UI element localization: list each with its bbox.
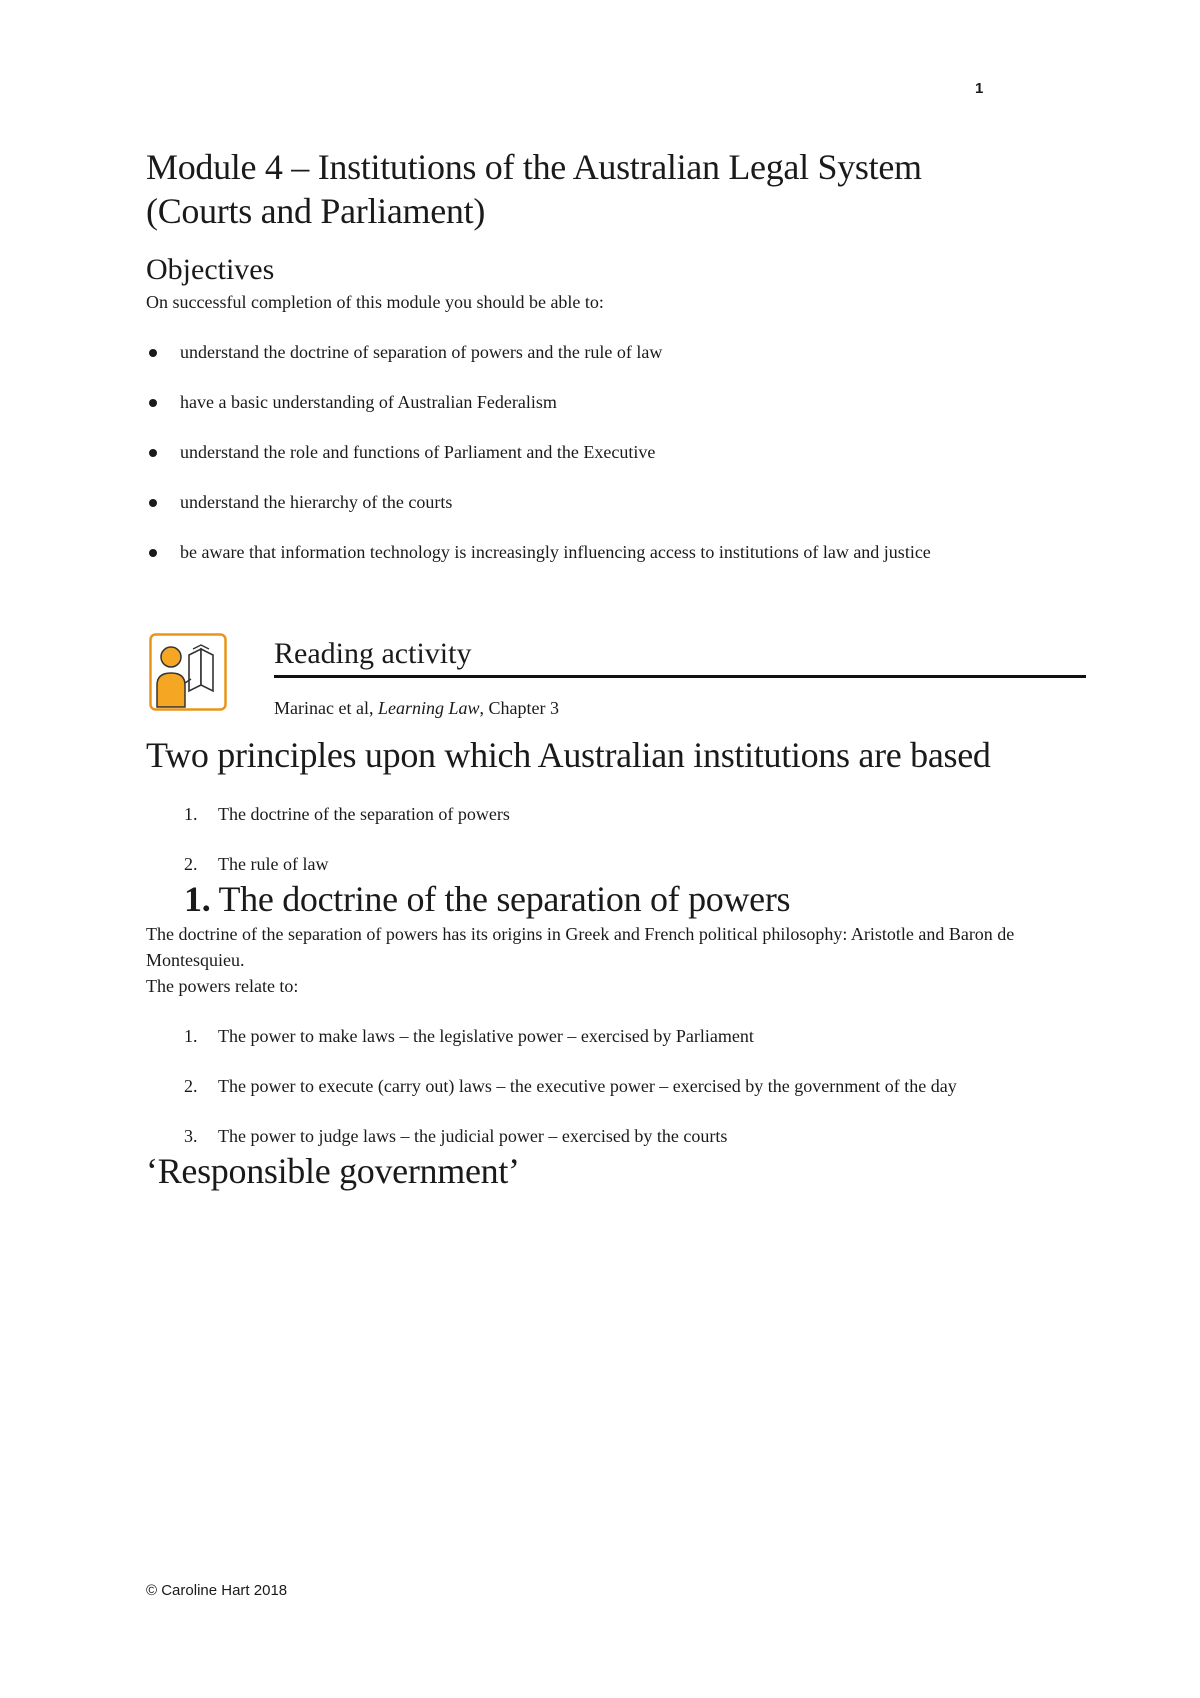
separation-intro: The doctrine of the separation of powers has its origins in Greek and French political philosophy: Aristotle and Baron de Montesquieu. (146, 924, 1015, 970)
title-line-2: (Courts and Parliament) (146, 191, 486, 231)
bullet-icon (149, 399, 157, 407)
page-number: 1 (975, 80, 984, 97)
objective-item: understand the hierarchy of the courts (146, 489, 1080, 515)
bullet-icon (149, 349, 157, 357)
copyright-footer: © Caroline Hart 2018 (146, 1582, 288, 1599)
objective-item: have a basic understanding of Australian Federalism (146, 389, 1080, 415)
document-body (146, 145, 1086, 1193)
bullet-icon (149, 549, 157, 557)
responsible-government-heading: ‘Responsible government’ (146, 1151, 520, 1191)
objective-item: understand the doctrine of separation of powers and the rule of law (146, 339, 1080, 365)
title-line-1: Module 4 – Institutions of the Australian Legal System (146, 147, 922, 187)
principle-item: 2. The rule of law (184, 854, 329, 874)
principles-list (146, 801, 1086, 877)
separation-of-powers-heading: 1. The doctrine of the separation of powers (184, 879, 791, 919)
power-item: 1. The power to make laws – the legislative power – exercised by Parliament (184, 1026, 754, 1046)
reading-person-book-icon (149, 633, 227, 711)
objective-item: be aware that information technology is increasingly influencing access to institutions of law and justice (146, 539, 1080, 565)
bullet-icon (149, 449, 157, 457)
page-title (146, 145, 1086, 233)
powers-list (146, 1023, 1086, 1149)
bullet-icon (149, 499, 157, 507)
objectives-heading: Objectives (146, 253, 275, 286)
objectives-list (146, 339, 1086, 565)
objectives-intro: On successful completion of this module you should be able to: (146, 292, 604, 312)
reading-reference: Marinac et al, Learning Law, Chapter 3 (274, 698, 559, 718)
power-item: 2. The power to execute (carry out) laws – the executive power – exercised by the government of the day (184, 1076, 957, 1096)
book-title: Learning Law (377, 698, 480, 718)
powers-relate-text: The powers relate to: (146, 976, 299, 996)
reading-activity-heading: Reading activity (274, 635, 1086, 678)
two-principles-heading: Two principles upon which Australian institutions are based (146, 735, 991, 775)
principle-item: 1. The doctrine of the separation of powers (184, 804, 510, 824)
power-item: 3. The power to judge laws – the judicial power – exercised by the courts (184, 1126, 728, 1146)
objective-item: understand the role and functions of Parliament and the Executive (146, 439, 1080, 465)
reading-activity (146, 633, 1086, 733)
